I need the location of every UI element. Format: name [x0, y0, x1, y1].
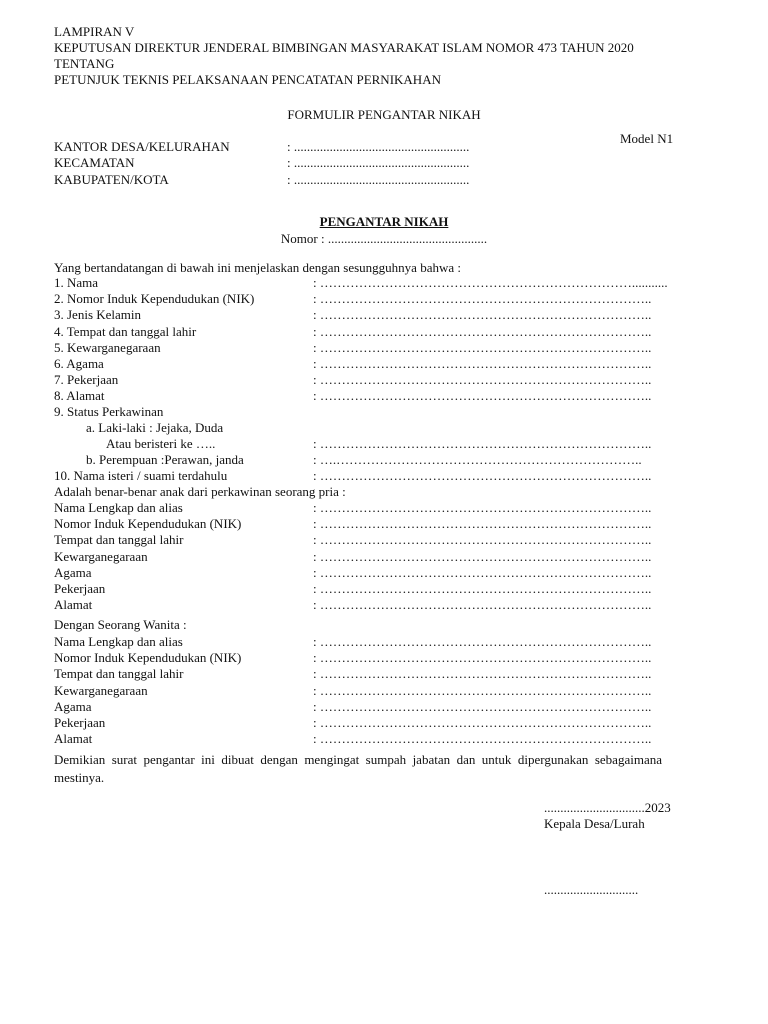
- mother-field-label: Agama: [54, 698, 92, 714]
- father-field-label: Nama Lengkap dan alias: [54, 500, 183, 515]
- status-b-value: : ….……………………………………………………………..: [313, 452, 642, 467]
- office-value-kabupaten: : ......................................................: [287, 172, 470, 187]
- closing-paragraph: Demikian surat pengantar ini dibuat dengan mengingat sumpah jabatan dan untuk dipergunakan sebagaimana mestinya.: [54, 752, 662, 785]
- intro-text: Yang bertandatangan di bawah ini menjelaskan dengan sesungguhnya bahwa :: [54, 260, 461, 275]
- status-label: 9. Status Perkawinan: [54, 404, 164, 419]
- lampiran-label: LAMPIRAN V: [54, 24, 135, 39]
- person-field-value: : …………………………………………………………………..: [313, 323, 652, 339]
- person-field-label: 1. Nama: [54, 275, 99, 290]
- section-title: PENGANTAR NIKAH: [319, 214, 449, 229]
- person-field-value: : …………………………………………………………………..: [313, 339, 652, 355]
- father-field-value: : …………………………………………………………………..: [313, 597, 652, 613]
- person-field-value: : …………………………………………………………………..: [313, 307, 652, 323]
- signature-name: .............................: [544, 882, 639, 897]
- office-label-kantor: KANTOR DESA/KELURAHAN: [54, 139, 230, 154]
- form-title: FORMULIR PENGANTAR NIKAH: [287, 107, 481, 122]
- tentang-line: TENTANG: [54, 56, 115, 71]
- keputusan-line: KEPUTUSAN DIREKTUR JENDERAL BIMBINGAN MASYARAKAT ISLAM NOMOR 473 TAHUN 2020: [54, 40, 634, 55]
- office-label-kabupaten: KABUPATEN/KOTA: [54, 172, 169, 187]
- mother-field-value: : …………………………………………………………………..: [313, 731, 652, 747]
- person-field-label: 8. Alamat: [54, 388, 105, 404]
- signature-date: ...............................2023: [544, 800, 671, 815]
- person-field-label: 2. Nomor Induk Kependudukan (NIK): [54, 291, 255, 307]
- status-a-value: : …………………………………………………………………..: [313, 436, 652, 451]
- nomor-line: Nomor : .................................................: [280, 231, 488, 246]
- mother-field-label: Nama Lengkap dan alias: [54, 634, 183, 649]
- person-field-label: 3. Jenis Kelamin: [54, 307, 142, 323]
- mother-field-value: : …………………………………………………………………..: [313, 666, 652, 682]
- mother-field-value: : …………………………………………………………………..: [313, 634, 652, 649]
- person-field-value: : ………………………………………………………………...........: [313, 275, 668, 290]
- father-field-value: : …………………………………………………………………..: [313, 500, 652, 515]
- father-field-value: : …………………………………………………………………..: [313, 516, 652, 532]
- mother-field-value: : …………………………………………………………………..: [313, 698, 652, 714]
- mother-field-value: : …………………………………………………………………..: [313, 715, 652, 730]
- father-field-label: Agama: [54, 564, 92, 580]
- father-field-label: Nomor Induk Kependudukan (NIK): [54, 516, 242, 532]
- person-field-label: 7. Pekerjaan: [54, 372, 119, 388]
- petunjuk-line: PETUNJUK TEKNIS PELAKSANAAN PENCATATAN PERNIKAHAN: [54, 72, 441, 87]
- mother-field-label: Nomor Induk Kependudukan (NIK): [54, 650, 242, 666]
- mother-field-label: Tempat dan tanggal lahir: [54, 666, 184, 682]
- status-ten-label: 10. Nama isteri / suami terdahulu: [54, 468, 228, 483]
- father-field-label: Alamat: [54, 597, 93, 613]
- father-field-value: : …………………………………………………………………..: [313, 548, 652, 564]
- person-field-value: : …………………………………………………………………..: [313, 356, 652, 371]
- father-field-label: Pekerjaan: [54, 581, 106, 596]
- mother-field-label: Kewarganegaraan: [54, 682, 148, 698]
- model-label: Model N1: [620, 131, 674, 146]
- signature-title: Kepala Desa/Lurah: [544, 816, 645, 831]
- person-field-label: 6. Agama: [54, 356, 104, 371]
- office-label-kecamatan: KECAMATAN: [54, 155, 135, 170]
- father-field-value: : …………………………………………………………………..: [313, 564, 652, 580]
- person-field-value: : …………………………………………………………………..: [313, 388, 652, 404]
- mother-field-value: : …………………………………………………………………..: [313, 650, 652, 666]
- mother-field-value: : …………………………………………………………………..: [313, 682, 652, 698]
- person-field-value: : …………………………………………………………………..: [313, 291, 652, 307]
- father-field-label: Kewarganegaraan: [54, 548, 148, 564]
- person-field-label: 5. Kewarganegaraan: [54, 339, 161, 355]
- office-value-kecamatan: : ......................................................: [287, 155, 470, 170]
- mother-field-label: Alamat: [54, 731, 93, 747]
- status-b-label: b. Perempuan :Perawan, janda: [86, 452, 244, 467]
- status-ten-value: : …………………………………………………………………..: [313, 468, 652, 483]
- mother-field-label: Pekerjaan: [54, 715, 106, 730]
- father-field-label: Tempat dan tanggal lahir: [54, 532, 184, 548]
- father-intro: Adalah benar-benar anak dari perkawinan seorang pria :: [54, 484, 346, 499]
- status-a-sub: Atau beristeri ke …..: [106, 436, 216, 451]
- office-value-kantor: : ......................................................: [287, 139, 470, 154]
- father-field-value: : …………………………………………………………………..: [313, 581, 652, 596]
- person-field-label: 4. Tempat dan tanggal lahir: [54, 323, 197, 339]
- father-field-value: : …………………………………………………………………..: [313, 532, 652, 548]
- person-field-value: : …………………………………………………………………..: [313, 372, 652, 388]
- mother-intro: Dengan Seorang Wanita :: [54, 617, 187, 632]
- status-a-label: a. Laki-laki : Jejaka, Duda: [86, 420, 224, 435]
